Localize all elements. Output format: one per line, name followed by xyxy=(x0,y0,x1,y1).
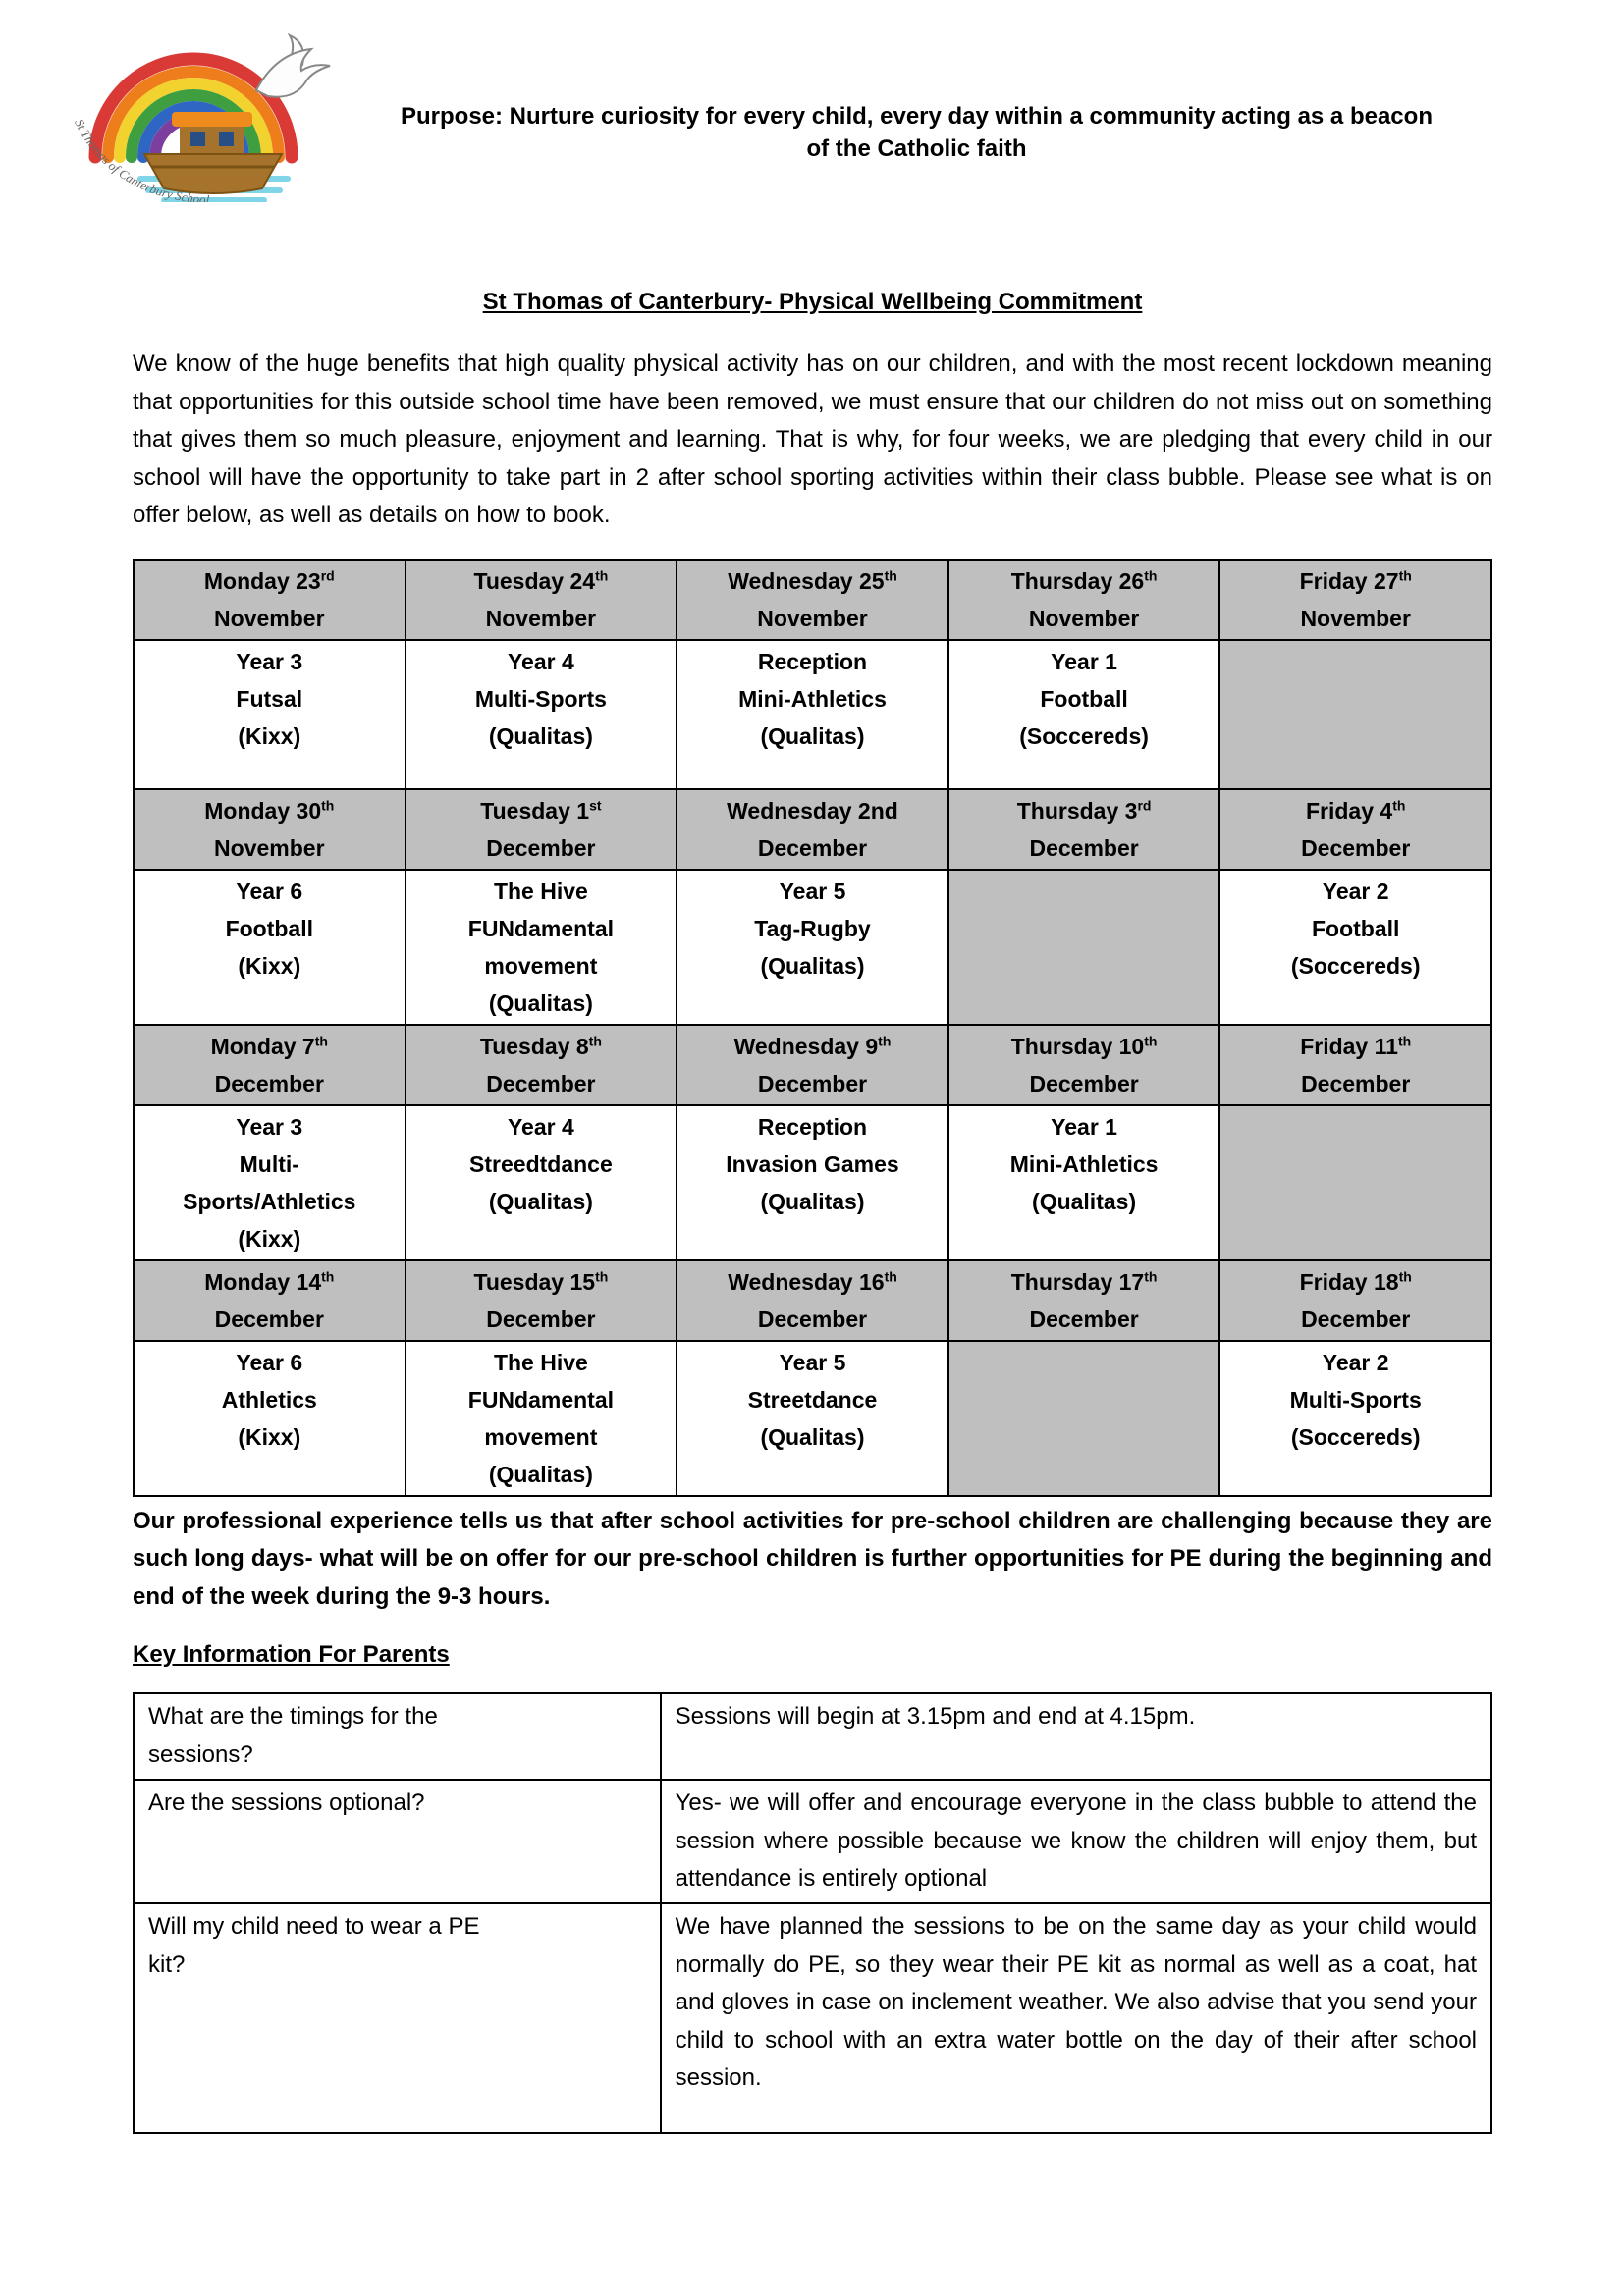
day-header-cell: Friday 18th December xyxy=(1219,1260,1491,1341)
purpose-line-1: Purpose: Nurture curiosity for every child, every day within a community acting as a beacon xyxy=(401,103,1433,130)
faq-row xyxy=(134,1780,1491,1903)
empty-shaded-cell xyxy=(948,870,1220,1025)
day-header-cell: Friday 4th December xyxy=(1219,789,1491,870)
day-header-cell: Thursday 17th December xyxy=(948,1260,1220,1341)
key-info-heading: Key Information For Parents xyxy=(133,1641,450,1668)
activity-schedule-table xyxy=(133,559,1492,1497)
day-header-cell: Wednesday 16th December xyxy=(677,1260,948,1341)
purpose-statement xyxy=(341,10,1492,206)
activity-cell: Year 6 Athletics (Kixx) xyxy=(134,1341,406,1496)
day-header-cell: Thursday 26th November xyxy=(948,560,1220,640)
day-header-cell: Wednesday 2nd December xyxy=(677,789,948,870)
activity-cell: Year 2 Multi-Sports (Soccereds) xyxy=(1219,1341,1491,1496)
question-cell: What are the timings for the sessions? xyxy=(134,1693,661,1780)
faq-row xyxy=(134,1693,1491,1780)
answer-cell: Yes- we will offer and encourage everyone in the class bubble to attend the session where possible because we know the children will enjoy them, but attendance is entirely optional xyxy=(661,1780,1491,1903)
week-header-row xyxy=(134,560,1491,640)
week-activities-row xyxy=(134,1105,1491,1260)
answer-cell: We have planned the sessions to be on the same day as your child would normally do PE, so they wear their PE kit as normal as well as a coat, hat and gloves in case on inclement weather. We also advise that you send your child to school with an extra water bottle on the day of their after school session. xyxy=(661,1903,1491,2133)
question-cell: Will my child need to wear a PE kit? xyxy=(134,1903,661,2133)
answer-cell: Sessions will begin at 3.15pm and end at 4.15pm. xyxy=(661,1693,1491,1780)
activity-cell: Year 2 Football (Soccereds) xyxy=(1219,870,1491,1025)
activity-cell: Year 4 Multi-Sports (Qualitas) xyxy=(406,640,677,789)
empty-shaded-cell xyxy=(1219,640,1491,789)
day-header-cell: Tuesday 1st December xyxy=(406,789,677,870)
week-activities-row xyxy=(134,870,1491,1025)
day-header-cell: Wednesday 9th December xyxy=(677,1025,948,1105)
week-activities-row xyxy=(134,640,1491,789)
day-header-cell: Thursday 10th December xyxy=(948,1025,1220,1105)
activity-cell: Year 1 Football (Soccereds) xyxy=(948,640,1220,789)
week-header-row xyxy=(134,1260,1491,1341)
day-header-cell: Monday 23rd November xyxy=(134,560,406,640)
document-header xyxy=(72,10,1492,206)
activity-cell: Year 5 Streetdance (Qualitas) xyxy=(677,1341,948,1496)
faq-table xyxy=(133,1692,1492,2134)
week-header-row xyxy=(134,789,1491,870)
activity-cell: Year 3 Multi- Sports/Athletics (Kixx) xyxy=(134,1105,406,1260)
activity-cell: Year 1 Mini-Athletics (Qualitas) xyxy=(948,1105,1220,1260)
activity-cell: Year 4 Streedtdance (Qualitas) xyxy=(406,1105,677,1260)
day-header-cell: Friday 27th November xyxy=(1219,560,1491,640)
intro-paragraph: We know of the huge benefits that high quality physical activity has on our children, and with the most recent lockdown meaning that opportunities for this outside school time have been removed, we must ensure that our children do not miss out on something that gives them so much pleasure, enjoyment and learning. That is why, for four weeks, we are pledging that every child in our school will have the opportunity to take part in 2 after school sporting activities within their class bubble. Please see what is on offer below, as well as details on how to book. xyxy=(133,350,1492,528)
empty-shaded-cell xyxy=(1219,1105,1491,1260)
activity-cell: Year 5 Tag-Rugby (Qualitas) xyxy=(677,870,948,1025)
day-header-cell: Thursday 3rd December xyxy=(948,789,1220,870)
school-logo xyxy=(54,10,341,206)
day-header-cell: Wednesday 25th November xyxy=(677,560,948,640)
empty-shaded-cell xyxy=(948,1341,1220,1496)
activity-cell: Reception Invasion Games (Qualitas) xyxy=(677,1105,948,1260)
logo-curved-text: St Thomas of Canterbury School xyxy=(72,116,210,202)
purpose-line-2: of the Catholic faith xyxy=(806,135,1027,162)
day-header-cell: Friday 11th December xyxy=(1219,1025,1491,1105)
day-header-cell: Monday 7th December xyxy=(134,1025,406,1105)
day-header-cell: Tuesday 8th December xyxy=(406,1025,677,1105)
week-activities-row xyxy=(134,1341,1491,1496)
day-header-cell: Monday 14th December xyxy=(134,1260,406,1341)
page-title: St Thomas of Canterbury- Physical Wellbeing Commitment xyxy=(482,289,1143,315)
dove-icon xyxy=(256,35,330,97)
activity-cell: Year 6 Football (Kixx) xyxy=(134,870,406,1025)
day-header-cell: Tuesday 24th November xyxy=(406,560,677,640)
question-cell: Are the sessions optional? xyxy=(134,1780,661,1903)
day-header-cell: Monday 30th November xyxy=(134,789,406,870)
faq-row xyxy=(134,1903,1491,2133)
week-header-row xyxy=(134,1025,1491,1105)
noahs-ark-logo xyxy=(54,10,341,202)
preschool-note: Our professional experience tells us that after school activities for pre-school children are challenging because they are such long days- what will be on offer for our pre-school children is further opportunities for PE during the beginning and end of the week during the 9-3 hours. xyxy=(133,1507,1492,1610)
activity-cell: Reception Mini-Athletics (Qualitas) xyxy=(677,640,948,789)
day-header-cell: Tuesday 15th December xyxy=(406,1260,677,1341)
activity-cell: The Hive FUNdamental movement (Qualitas) xyxy=(406,1341,677,1496)
activity-cell: Year 3 Futsal (Kixx) xyxy=(134,640,406,789)
activity-cell: The Hive FUNdamental movement (Qualitas) xyxy=(406,870,677,1025)
